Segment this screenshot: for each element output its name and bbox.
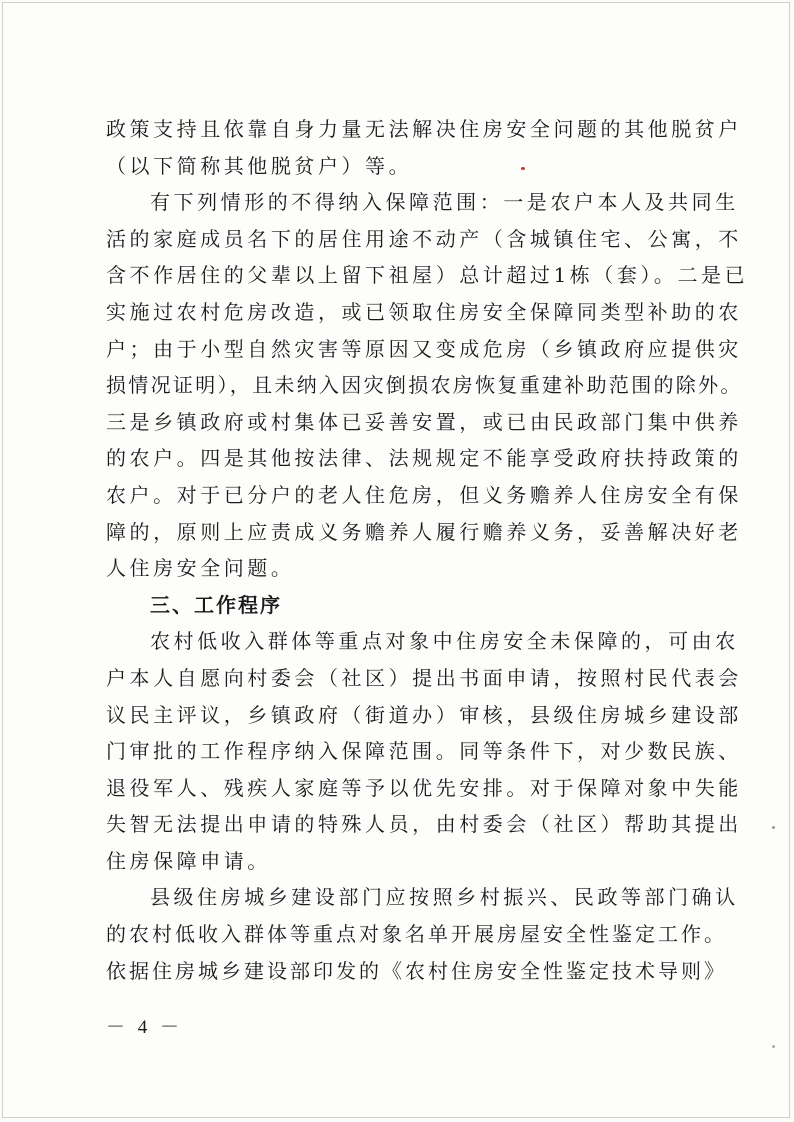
section-heading: 三、工作程序 bbox=[150, 592, 282, 617]
text-line: 户本人自愿向村委会（社区）提出书面申请，按照村民代表会 bbox=[106, 665, 742, 690]
text-line: 住房保障申请。 bbox=[106, 848, 271, 873]
text-line: 的农村低收入群体等重点对象名单开展房屋安全性鉴定工作。 bbox=[106, 922, 727, 947]
text-line: 门审批的工作程序纳入保障范围。同等条件下，对少数民族、 bbox=[106, 739, 742, 764]
text-line: 活的家庭成员名下的居住用途不动产（含城镇住宅、公寓，不 bbox=[106, 226, 742, 251]
text-line: 议民主评议，乡镇政府（街道办）审核，县级住房城乡建设部 bbox=[106, 702, 742, 727]
scan-artifact-mark-lower bbox=[772, 1045, 775, 1048]
text-line: 的农户。四是其他按法律、法规规定不能享受政府扶持政策的 bbox=[106, 446, 742, 471]
text-line: 人住房安全问题。 bbox=[106, 556, 295, 581]
text-line: 三是乡镇政府或村集体已妥善安置，或已由民政部门集中供养 bbox=[106, 409, 742, 434]
text-line: （以下简称其他脱贫户）等。 bbox=[106, 153, 413, 178]
text-line: 农户。对于已分户的老人住危房，但义务赡养人住房安全有保 bbox=[106, 482, 742, 507]
paragraph-start-line: 农村低收入群体等重点对象中住房安全未保障的，可由农 bbox=[150, 629, 739, 654]
text-line: 含不作居住的父辈以上留下祖屋）总计超过1栋（套）。二是已 bbox=[106, 263, 749, 288]
text-line: 依据住房城乡建设部印发的《农村住房安全性鉴定技术导则》 bbox=[106, 958, 727, 983]
paragraph-start-line: 有下列情形的不得纳入保障范围：一是农户本人及共同生 bbox=[150, 190, 739, 215]
body-text bbox=[106, 111, 749, 989]
text-line: 实施过农村危房改造，或已领取住房安全保障同类型补助的农 bbox=[106, 299, 742, 324]
page-number: － 4 － bbox=[106, 1017, 184, 1038]
text-line: 失智无法提出申请的特殊人员，由村委会（社区）帮助其提出 bbox=[106, 812, 742, 837]
text-line: 损情况证明），且未纳入因灾倒损农房恢复重建补助范围的除外。 bbox=[106, 373, 743, 398]
paragraph-start-line: 县级住房城乡建设部门应按照乡村振兴、民政等部门确认 bbox=[150, 885, 739, 910]
text-line: 户；由于小型自然灾害等原因又变成危房（乡镇政府应提供灾 bbox=[106, 336, 742, 361]
scan-artifact-mark bbox=[772, 826, 775, 829]
text-line: 政策支持且依靠自身力量无法解决住房安全问题的其他脱贫户 bbox=[106, 117, 742, 141]
text-line: 退役军人、残疾人家庭等予以优先安排。对于保障对象中失能 bbox=[106, 775, 742, 800]
text-line: 障的，原则上应责成义务赡养人履行赡养义务，妥善解决好老 bbox=[106, 519, 742, 544]
